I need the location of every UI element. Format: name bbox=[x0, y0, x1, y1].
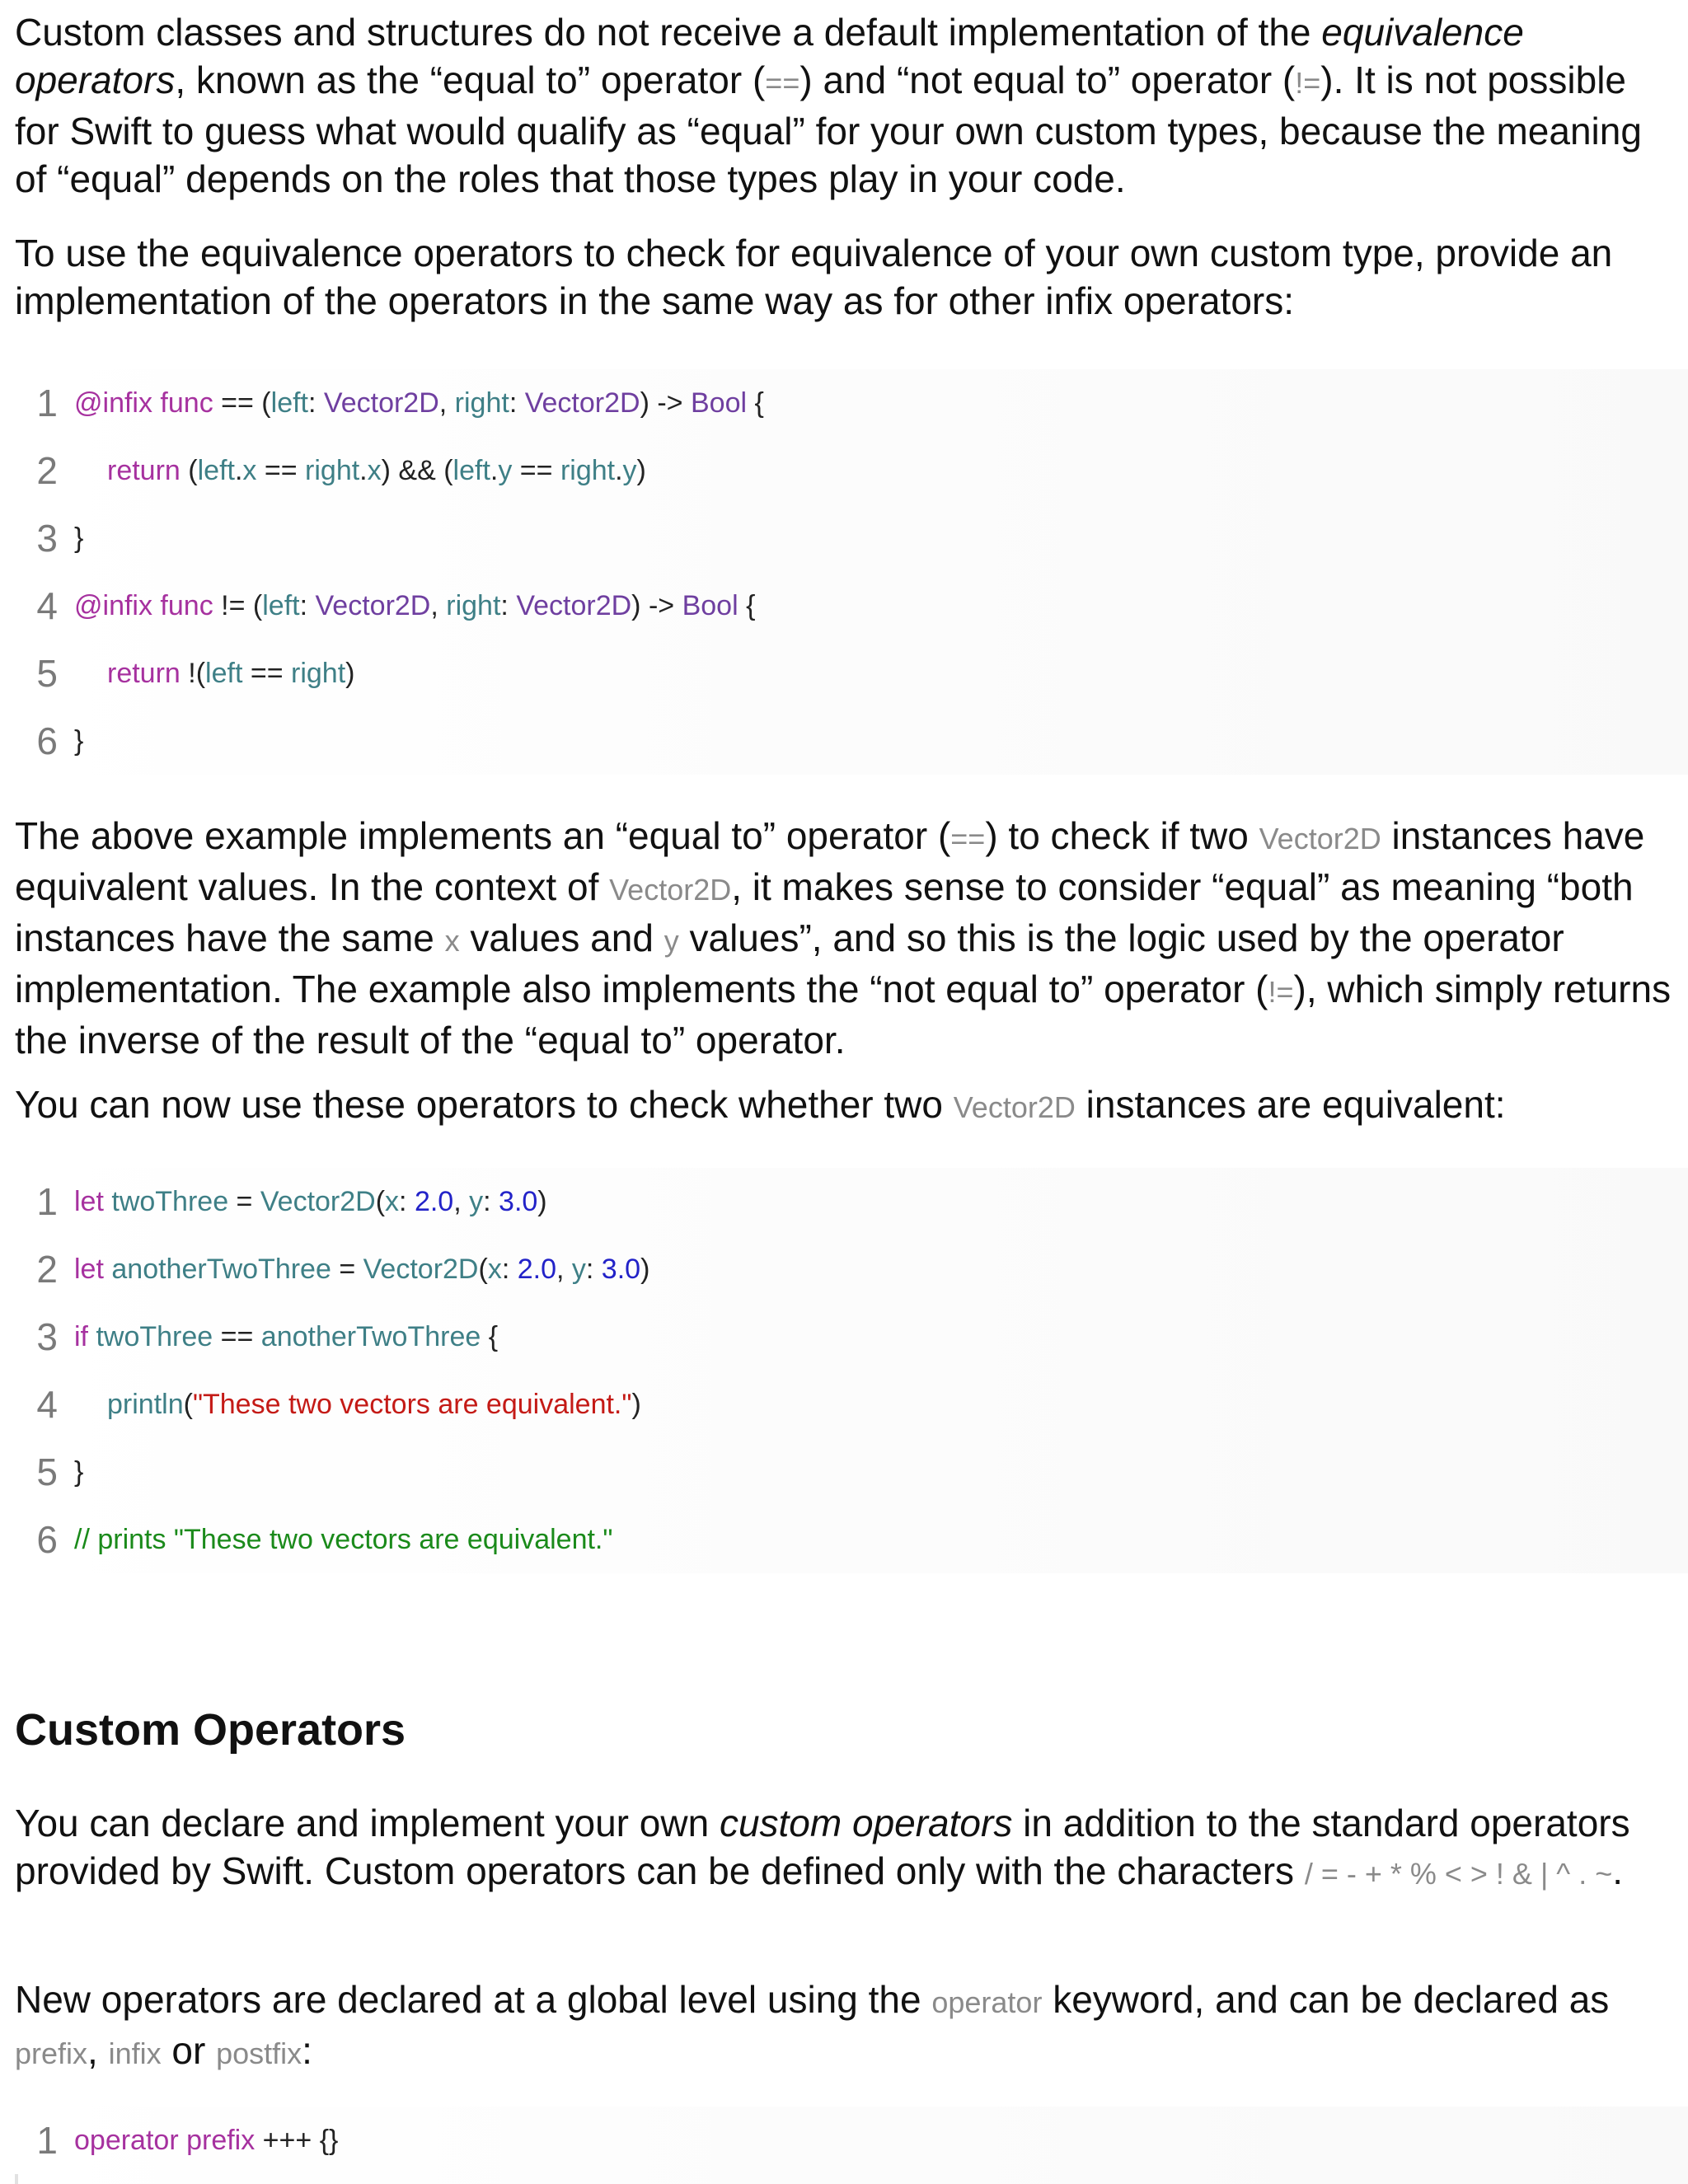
text: or bbox=[161, 2029, 217, 2072]
text: : bbox=[302, 2029, 312, 2072]
text: ) to check if two bbox=[985, 814, 1259, 857]
text: ). It is not possible for Swift to guess what would qualify as “equal” for your own custom types, because the meaning of “equal” depends on the roles that those types play in your code. bbox=[15, 59, 1642, 200]
line-number: 2 bbox=[15, 437, 58, 504]
line-number: 1 bbox=[15, 2107, 58, 2174]
code-line bbox=[18, 1371, 1688, 1438]
code-line bbox=[18, 1303, 1688, 1371]
line-number: 5 bbox=[15, 640, 58, 707]
line-number: 5 bbox=[15, 1438, 58, 1506]
text: New operators are declared at a global level using the bbox=[15, 1978, 932, 2021]
code-text: @infix func == (left: Vector2D, right: Vector2D) -> Bool { bbox=[74, 387, 764, 419]
line-number: 1 bbox=[15, 1168, 58, 1235]
emphasis-term: equivalence operators bbox=[15, 11, 1524, 101]
emphasis-term: custom operators bbox=[719, 1802, 1013, 1844]
line-number: 1 bbox=[15, 369, 58, 437]
text: . bbox=[1612, 1849, 1624, 1892]
inline-code: Vector2D bbox=[609, 873, 732, 907]
text: , known as the “equal to” operator ( bbox=[175, 59, 766, 101]
text: , it makes sense to consider “equal” as meaning “both instances have the same bbox=[15, 865, 1634, 959]
text: The above example implements an “equal to” operator ( bbox=[15, 814, 951, 857]
code-line bbox=[18, 640, 1688, 707]
code-block-operator-declaration bbox=[15, 2107, 1688, 2184]
line-number: 3 bbox=[15, 504, 58, 572]
paragraph-equivalence-explanation bbox=[15, 812, 1672, 1064]
text: ), which simply returns the inverse of the result of the “equal to” operator. bbox=[15, 968, 1672, 1062]
code-text: @infix func != (left: Vector2D, right: Vector2D) -> Bool { bbox=[74, 590, 756, 621]
code-block-equivalence-operators bbox=[15, 369, 1688, 775]
line-number: 6 bbox=[15, 1506, 58, 1573]
line-number: 3 bbox=[15, 1303, 58, 1371]
inline-code: operator bbox=[931, 1985, 1043, 2019]
line-number: 6 bbox=[15, 707, 58, 775]
code-line bbox=[18, 504, 1688, 572]
inline-code: == bbox=[765, 66, 800, 100]
code-text: return (left.x == right.x) && (left.y == right.y) bbox=[107, 455, 646, 486]
code-text: let twoThree = Vector2D(x: 2.0, y: 3.0) bbox=[74, 1186, 547, 1217]
code-text: } bbox=[74, 523, 84, 554]
inline-code: postfix bbox=[216, 2036, 302, 2070]
code-line bbox=[18, 1235, 1688, 1303]
code-text: operator prefix +++ {} bbox=[74, 2125, 339, 2156]
code-line bbox=[18, 437, 1688, 504]
inline-code: Vector2D bbox=[953, 1090, 1076, 1124]
paragraph-custom-operators-intro bbox=[15, 1799, 1672, 1898]
code-text: let anotherTwoThree = Vector2D(x: 2.0, y: 3.0) bbox=[74, 1254, 650, 1285]
inline-code: != bbox=[1268, 975, 1294, 1009]
code-line bbox=[18, 1168, 1688, 1235]
inline-code: != bbox=[1295, 66, 1321, 100]
code-text: } bbox=[74, 725, 84, 757]
inline-code: prefix bbox=[15, 2036, 88, 2070]
code-line bbox=[18, 572, 1688, 640]
text: ) and “not equal to” operator ( bbox=[799, 59, 1296, 101]
code-line bbox=[18, 707, 1688, 775]
text: You can now use these operators to check whether two bbox=[15, 1083, 954, 1126]
code-line bbox=[18, 1506, 1688, 1573]
code-line bbox=[18, 2107, 1688, 2174]
text: values and bbox=[459, 916, 664, 959]
text: , bbox=[87, 2029, 109, 2072]
paragraph-equivalence-howto: To use the equivalence operators to check for equivalence of your own custom type, provide an implementation of the operators in the same way as for other infix operators: bbox=[15, 232, 1613, 322]
code-text: return !(left == right) bbox=[107, 658, 355, 689]
section-heading: Custom Operators bbox=[15, 1705, 406, 1755]
code-text: if twoThree == anotherTwoThree { bbox=[74, 1321, 499, 1352]
code-block-usage-example bbox=[15, 1168, 1688, 1573]
paragraph-operator-declaration bbox=[15, 1975, 1672, 2078]
code-text: // prints "These two vectors are equivalent." bbox=[74, 1524, 613, 1555]
text: You can declare and implement your own bbox=[15, 1802, 720, 1844]
paragraph-equivalence-intro bbox=[15, 8, 1672, 203]
text: instances have equivalent values. In the context of bbox=[15, 814, 1645, 908]
code-text: println("These two vectors are equivalent.") bbox=[107, 1389, 641, 1420]
inline-code: == bbox=[950, 822, 986, 855]
inline-code: Vector2D bbox=[1259, 822, 1381, 855]
text: keyword, and can be declared as bbox=[1042, 1978, 1610, 2021]
line-number: 2 bbox=[15, 1235, 58, 1303]
text: instances are equivalent: bbox=[1075, 1083, 1506, 1126]
paragraph-usage-intro bbox=[15, 1080, 1672, 1132]
code-text: } bbox=[74, 1456, 84, 1488]
text: Custom classes and structures do not receive a default implementation of the bbox=[15, 11, 1322, 54]
code-line bbox=[18, 1438, 1688, 1506]
line-number: 4 bbox=[15, 1371, 58, 1438]
inline-code: x bbox=[444, 924, 460, 958]
text: in addition to the standard operators provided by Swift. Custom operators can be defined only with the characters bbox=[15, 1802, 1630, 1892]
inline-code: / = - + * % < > ! & | ^ . ~ bbox=[1304, 1857, 1613, 1891]
inline-code: y bbox=[663, 924, 679, 958]
text: values”, and so this is the logic used by the operator implementation. The example also implements the “not equal to” operator ( bbox=[15, 916, 1564, 1010]
inline-code: infix bbox=[108, 2036, 162, 2070]
line-number: 4 bbox=[15, 572, 58, 640]
code-line bbox=[18, 369, 1688, 437]
